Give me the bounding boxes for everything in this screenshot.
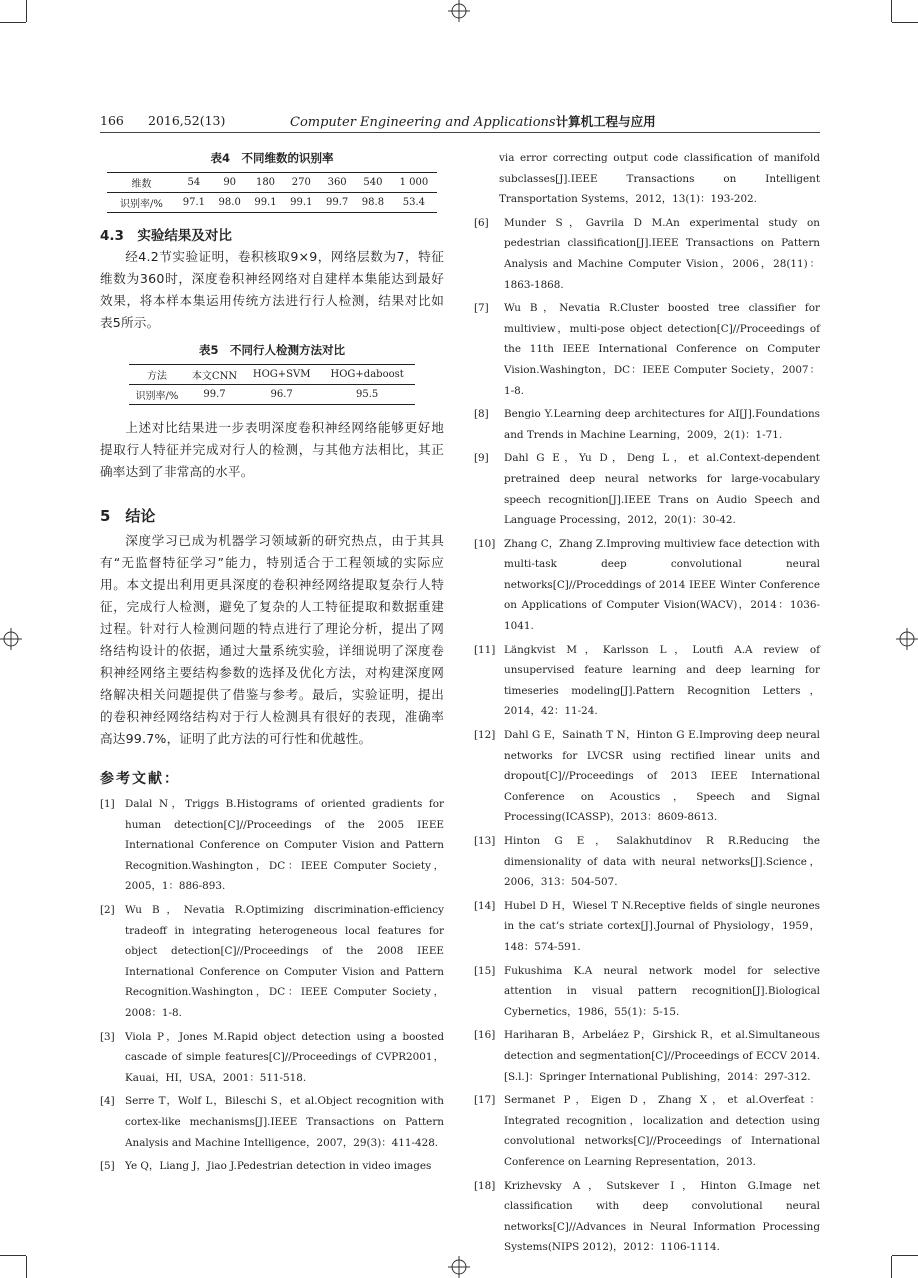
table5-caption: 表5 不同行人检测方法对比 — [198, 343, 345, 357]
registration-mark-icon — [448, 1256, 470, 1278]
table-cell: 98.0 — [212, 193, 248, 213]
table-cell: 方法 — [129, 365, 185, 385]
registration-mark-icon — [896, 628, 918, 650]
volume-issue: 2016,52(13) — [148, 113, 226, 128]
table4 — [107, 172, 437, 213]
reference-item — [100, 1027, 444, 1089]
reference-number: [1] — [100, 798, 115, 810]
journal-title-cn: 计算机工程与应用 — [555, 114, 656, 129]
reference-item — [474, 448, 820, 530]
table-cell: 维数 — [107, 173, 176, 193]
reference-number: [8] — [474, 408, 489, 421]
reference-item — [474, 725, 820, 828]
reference-number: [5] — [100, 1160, 115, 1173]
reference-number: [11] — [474, 643, 496, 656]
table-cell: 53.4 — [391, 193, 437, 213]
reference-number: [6] — [474, 216, 489, 229]
reference-item — [100, 1091, 444, 1153]
reference-text: Hinton G E，Salakhutdinov R R.Reducing the dimensionality of data with neural networks[J].Science，2006，313：504-507. — [504, 835, 820, 889]
reference-number: [3] — [100, 1030, 115, 1043]
table-cell: HOG+daboost — [319, 365, 415, 385]
reference-text: Hubel D H，Wiesel T N.Receptive fields of single neurones in the cat’s striate cortex[J].Journal of Physiology，1959，148：574-591. — [504, 899, 820, 953]
reference-item — [474, 213, 820, 295]
reference-text: Serre T，Wolf L，Bileschi S，et al.Object recognition with cortex-like mechanisms[J].IEEE Transactions on Pattern Analysis and Machine Intelligence，2007，29(3)：411-428. — [125, 1095, 444, 1149]
table-cell: 54 — [176, 173, 212, 193]
reference-item — [100, 794, 444, 897]
table-cell: 97.1 — [176, 193, 212, 213]
reference-item — [474, 1025, 820, 1087]
section-heading: 4.3 实验结果及对比 — [100, 228, 232, 244]
reference-text: Fukushima K.A neural network model for selective attention in visual pattern recognition[J].Biological Cybernetics，1986，55(1)：5-15. — [504, 964, 820, 1018]
page-number: 166 — [100, 113, 124, 128]
table-cell: 1 000 — [391, 173, 437, 193]
reference-item — [474, 1176, 820, 1258]
reference-item — [474, 640, 820, 722]
reference-number: [4] — [100, 1095, 115, 1108]
reference-text: Ye Q，Liang J，Jiao J.Pedestrian detection in video images — [125, 1160, 432, 1173]
registration-mark-icon — [0, 628, 22, 650]
registration-mark-icon — [448, 0, 470, 22]
paragraph: 经4.2节实验证明，卷积核取9×9，网络层数为7，特征维数为360时，深度卷积神经网络对自建样本集能达到最好效果，将本样本集运用传统方法进行行人检测，结果对比如表5所示。 — [100, 249, 444, 330]
reference-item — [474, 831, 820, 893]
reference-text: Sermanet P，Eigen D，Zhang X，et al.Overfeat：Integrated recognition，localization and detection using convolutional networks[C]//Proceedings of International Conference on Learning Representation，2013. — [504, 1094, 820, 1168]
reference-text: Längkvist M，Karlsson L，Loutfi A.A review of unsupervised feature learning and deep learning for timeseries modeling[J].Pattern Recognition Letters，2014，42：11-24. — [504, 643, 820, 718]
table-cell: 270 — [283, 173, 319, 193]
right-column — [474, 148, 820, 1261]
reference-text: Wu B，Nevatia R.Cluster boosted tree classifier for multiview，multi-pose object detection[C]//Proceedings of the 11th IEEE International Conference on Computer Vision.Washington，DC：IEEE Computer Society，2007：1-8. — [504, 302, 820, 397]
table-cell: 99.7 — [319, 193, 355, 213]
table-cell: 98.8 — [355, 193, 391, 213]
reference-text: via error correcting output code classification of manifold subclasses[J].IEEE Transactions on Intelligent Transportation Systems，2012，13(1)：193-202. — [499, 152, 820, 206]
reference-text: Munder S，Gavrila D M.An experimental study on pedestrian classification[J].IEEE Transactions on Pattern Analysis and Machine Computer Vision，2006，28(11)：1863-1868. — [504, 216, 820, 291]
reference-item — [474, 896, 820, 958]
reference-text: Zhang C，Zhang Z.Improving multiview face detection with multi-task deep convolutional neural networks[C]//Proceddings of 2014 IEEE Winter Conference on Applications of Computer Vision(WACV)，2014：1036-1041. — [504, 537, 820, 633]
table5 — [129, 364, 415, 405]
paragraph: 上述对比结果进一步表明深度卷积神经网络能够更好地提取行人特征并完成对行人的检测，与其他方法相比，其正确率达到了非常高的水平。 — [100, 420, 444, 479]
table-cell: 99.1 — [248, 193, 284, 213]
table-cell: 180 — [248, 173, 284, 193]
reference-text: Dahl G E，Sainath T N，Hinton G E.Improving deep neural networks for LVCSR using rectified linear units and dropout[C]//Proceedings of 2013 IEEE International Conference on Acoustics，Speech and Signal Processing(ICASSP)，2013：8609-8613. — [504, 729, 820, 824]
journal-title-en: Computer Engineering and Applications — [290, 115, 556, 130]
table-cell: 96.7 — [244, 385, 319, 405]
reference-item — [100, 900, 444, 1024]
table-row — [129, 365, 415, 385]
reference-number: [10] — [474, 537, 496, 550]
table-row — [129, 385, 415, 405]
table-cell: 99.1 — [283, 193, 319, 213]
table-cell: 本文CNN — [185, 365, 244, 385]
reference-number: [12] — [474, 729, 496, 742]
reference-number: [17] — [474, 1094, 496, 1107]
references-heading: 参考文献： — [100, 771, 180, 787]
reference-number: [2] — [100, 903, 115, 916]
reference-item — [100, 1156, 444, 1177]
table-cell: 95.5 — [319, 385, 415, 405]
table-row — [107, 173, 437, 193]
reference-item — [474, 1090, 820, 1172]
left-column — [100, 148, 444, 1180]
table-cell: 360 — [319, 173, 355, 193]
reference-text: Dalal N，Triggs B.Histograms of oriented gradients for human detection[C]//Proceedings of the 2005 IEEE International Conference on Computer Vision and Pattern Recognition.Washington，DC：IEEE Computer Society，2005，1：886-893. — [125, 798, 444, 893]
table-cell: 540 — [355, 173, 391, 193]
paragraph: 深度学习已成为机器学习领域新的研究热点，由于其具有“无监督特征学习”能力，特别适合于工程领域的实际应用。本文提出利用更具深度的卷积神经网络提取复杂行人特征，完成行人检测，避免了复杂的人工特征提取和数据重建过程。针对行人检测问题的特点进行了理论分析，提出了网络结构设计的依据，通过大量系统实验，详细说明了深度卷积神经网络主要结构参数的选择及优化方法，对构建深度网络解决相关问题提供了借鉴与参考。最后，实验证明，提出的卷积神经网络结构对于行人检测具有很好的表现，准确率高达99.7%，证明了此方法的可行性和优越性。 — [100, 533, 444, 746]
table-cell: HOG+SVM — [244, 365, 319, 385]
reference-number: [9] — [474, 452, 489, 465]
reference-list — [100, 794, 444, 1177]
running-header — [100, 110, 820, 133]
reference-number: [7] — [474, 302, 489, 315]
reference-item — [474, 961, 820, 1023]
reference-text: Krizhevsky A，Sutskever I，Hinton G.Image net classification with deep convolutional neural networks[C]//Advances in Neural Information Processing Systems(NIPS 2012)，2012：1106-1114. — [504, 1179, 820, 1254]
reference-number: [18] — [474, 1179, 496, 1192]
reference-item — [474, 404, 820, 445]
reference-text: Bengio Y.Learning deep architectures for AI[J].Foundations and Trends in Machine Learning，2009，2(1)：1-71. — [504, 408, 820, 441]
reference-item — [474, 298, 820, 401]
table-cell: 识别率/% — [107, 193, 176, 213]
reference-text: Wu B，Nevatia R.Optimizing discrimination-efficiency tradeoff in integrating heterogeneous local features for object detection[C]//Proceedings of the 2008 IEEE International Conference on Computer Vision and Pattern Recognition.Washington，DC：IEEE Computer Society，2008：1-8. — [125, 903, 444, 1019]
reference-text: Viola P，Jones M.Rapid object detection using a boosted cascade of simple features[C]//Proceedings of CVPR2001，Kauai，HI，USA，2001：511-518. — [125, 1030, 444, 1084]
table-cell: 识别率/% — [129, 385, 185, 405]
table4-caption: 表4 不同维数的识别率 — [210, 151, 334, 165]
reference-number: [16] — [474, 1029, 496, 1042]
table-cell: 99.7 — [185, 385, 244, 405]
reference-text: Hariharan B，Arbeláez P，Girshick R，et al.Simultaneous detection and segmentation[C]//Proceedings of ECCV 2014.[S.l.]：Springer International Publishing，2014：297-312. — [504, 1029, 820, 1083]
reference-text: Dahl G E，Yu D，Deng L，et al.Context-dependent pretrained deep neural networks for large-vocabulary speech recognition[J].IEEE Trans on Audio Speech and Language Processing，2012，20(1)：30-42. — [504, 452, 820, 527]
section-heading: 5 结论 — [100, 507, 156, 525]
table-cell: 90 — [212, 173, 248, 193]
reference-number: [15] — [474, 964, 496, 977]
reference-number: [13] — [474, 835, 496, 847]
reference-number: [14] — [474, 899, 496, 912]
journal-title — [290, 112, 656, 130]
reference-continuation — [474, 148, 820, 210]
reference-item — [474, 534, 820, 637]
table-row — [107, 193, 437, 213]
